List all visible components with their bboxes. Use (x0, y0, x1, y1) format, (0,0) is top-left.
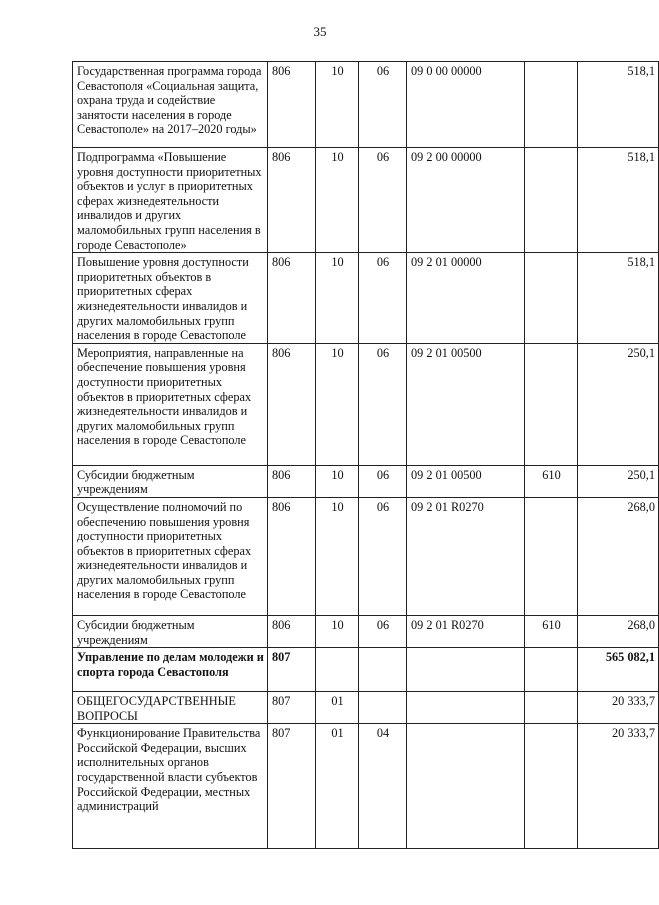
row-target-article-cell: 09 2 01 00500 (407, 465, 525, 497)
row-subsection-code-cell: 06 (359, 497, 407, 615)
row-section-code-cell: 01 (316, 692, 359, 724)
table-row (73, 465, 659, 497)
row-expense-type-cell (525, 724, 578, 849)
row-name-cell: Субсидии бюджетным учреждениям (73, 465, 268, 497)
row-ved-code-cell: 807 (268, 648, 316, 692)
row-target-article-cell (407, 648, 525, 692)
table-row (73, 615, 659, 647)
row-subsection-code-cell: 06 (359, 253, 407, 344)
row-section-code-cell: 10 (316, 497, 359, 615)
row-amount-cell: 268,0 (578, 615, 659, 647)
row-amount-cell: 268,0 (578, 497, 659, 615)
row-expense-type-cell (525, 648, 578, 692)
row-name-cell: Мероприятия, направленные на обеспечение повышения уровня доступности приоритетных объектов в приоритетных сферах жизнедеятельности инвалидов и других маломобильных групп населения в городе Севастополе (73, 343, 268, 465)
table-row (73, 724, 659, 849)
row-subsection-code-cell: 04 (359, 724, 407, 849)
row-ved-code-cell: 807 (268, 692, 316, 724)
row-amount-cell: 518,1 (578, 148, 659, 253)
row-expense-type-cell (525, 253, 578, 344)
table-row (73, 497, 659, 615)
row-expense-type-cell: 610 (525, 615, 578, 647)
row-ved-code-cell: 806 (268, 615, 316, 647)
row-section-code-cell: 10 (316, 465, 359, 497)
table-row (73, 62, 659, 148)
row-expense-type-cell (525, 497, 578, 615)
row-name-cell: Управление по делам молодежи и спорта города Севастополя (73, 648, 268, 692)
row-target-article-cell: 09 2 00 00000 (407, 148, 525, 253)
table-row (73, 692, 659, 724)
table-row (73, 253, 659, 344)
row-section-code-cell: 10 (316, 343, 359, 465)
row-name-cell: Субсидии бюджетным учреждениям (73, 615, 268, 647)
row-subsection-code-cell: 06 (359, 62, 407, 148)
row-subsection-code-cell: 06 (359, 343, 407, 465)
row-ved-code-cell: 806 (268, 148, 316, 253)
row-subsection-code-cell: 06 (359, 615, 407, 647)
row-amount-cell: 20 333,7 (578, 724, 659, 849)
row-amount-cell: 565 082,1 (578, 648, 659, 692)
row-target-article-cell: 09 2 01 00000 (407, 253, 525, 344)
row-target-article-cell: 09 2 01 R0270 (407, 615, 525, 647)
row-ved-code-cell: 806 (268, 62, 316, 148)
row-subsection-code-cell (359, 648, 407, 692)
row-target-article-cell: 09 2 01 R0270 (407, 497, 525, 615)
row-target-article-cell (407, 692, 525, 724)
table-row (73, 648, 659, 692)
row-section-code-cell: 10 (316, 253, 359, 344)
row-amount-cell: 250,1 (578, 343, 659, 465)
row-name-cell: Подпрограмма «Повышение уровня доступности приоритетных объектов и услуг в приоритетных сферах жизнедеятельности инвалидов и других маломобильных групп населения в городе Севастополе» (73, 148, 268, 253)
row-subsection-code-cell (359, 692, 407, 724)
row-ved-code-cell: 806 (268, 497, 316, 615)
table-row (73, 148, 659, 253)
row-name-cell: Функционирование Правительства Российской Федерации, высших исполнительных органов государственной власти субъектов Российской Федерации, местных администраций (73, 724, 268, 849)
row-amount-cell: 250,1 (578, 465, 659, 497)
row-section-code-cell: 01 (316, 724, 359, 849)
row-target-article-cell (407, 724, 525, 849)
row-subsection-code-cell: 06 (359, 465, 407, 497)
row-name-cell: ОБЩЕГОСУДАРСТВЕННЫЕ ВОПРОСЫ (73, 692, 268, 724)
budget-table (72, 61, 659, 849)
row-ved-code-cell: 807 (268, 724, 316, 849)
row-ved-code-cell: 806 (268, 343, 316, 465)
row-section-code-cell: 10 (316, 615, 359, 647)
row-target-article-cell: 09 2 01 00500 (407, 343, 525, 465)
row-ved-code-cell: 806 (268, 253, 316, 344)
row-target-article-cell: 09 0 00 00000 (407, 62, 525, 148)
row-amount-cell: 518,1 (578, 253, 659, 344)
row-section-code-cell: 10 (316, 148, 359, 253)
row-name-cell: Осуществление полномочий по обеспечению повышения уровня доступности приоритетных объектов в приоритетных сферах жизнедеятельности инвалидов и других маломобильных групп населения в городе Севастополе (73, 497, 268, 615)
row-amount-cell: 20 333,7 (578, 692, 659, 724)
row-name-cell: Государственная программа города Севастополя «Социальная защита, охрана труда и содействие занятости населения в городе Севастополе» на 2017–2020 годы» (73, 62, 268, 148)
row-expense-type-cell (525, 692, 578, 724)
row-amount-cell: 518,1 (578, 62, 659, 148)
row-subsection-code-cell: 06 (359, 148, 407, 253)
page-number: 35 (313, 24, 327, 39)
row-expense-type-cell (525, 62, 578, 148)
row-expense-type-cell: 610 (525, 465, 578, 497)
budget-table-body (73, 62, 659, 849)
row-expense-type-cell (525, 148, 578, 253)
row-name-cell: Повышение уровня доступности приоритетных объектов в приоритетных сферах жизнедеятельности инвалидов и других маломобильных групп населения в городе Севастополе (73, 253, 268, 344)
row-section-code-cell: 10 (316, 62, 359, 148)
row-section-code-cell (316, 648, 359, 692)
row-expense-type-cell (525, 343, 578, 465)
row-ved-code-cell: 806 (268, 465, 316, 497)
table-row (73, 343, 659, 465)
